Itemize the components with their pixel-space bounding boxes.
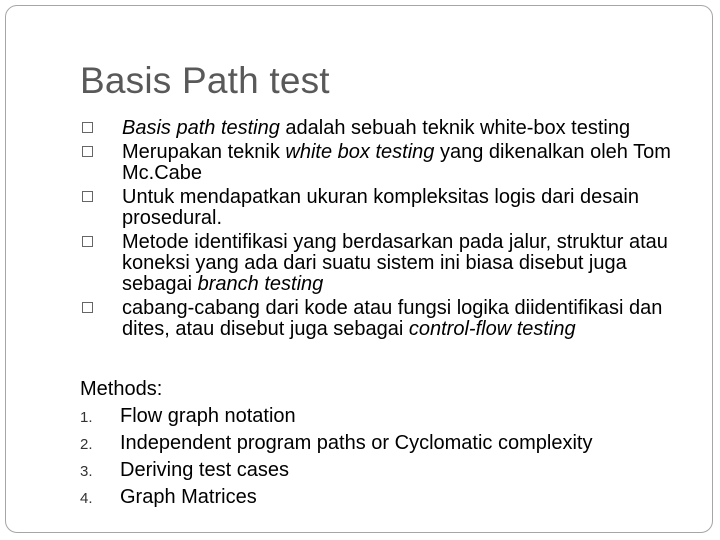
methods-list — [80, 403, 690, 511]
methods-heading: Methods: — [80, 378, 163, 400]
bullet-box-icon — [82, 146, 93, 157]
method-label: Graph Matrices — [120, 486, 257, 508]
bullet-text-italic: white box testing — [285, 141, 435, 163]
bullet-box-icon — [82, 302, 93, 313]
bullet-text-italic: control-flow testing — [408, 318, 576, 340]
method-item — [80, 403, 690, 430]
bullet-text-italic: Basis path testing — [122, 117, 280, 139]
method-item — [80, 457, 690, 484]
method-number: 1. — [80, 409, 93, 426]
method-number: 2. — [80, 436, 93, 453]
method-number: 3. — [80, 463, 93, 480]
bullet-text: Metode identifikasi yang berdasarkan pada jalur, struktur atau koneksi yang ada dari suatu sistem ini biasa disebut juga sebagai — [122, 231, 668, 295]
bullet-text: Merupakan teknik — [122, 141, 286, 163]
bullet-box-icon — [82, 236, 93, 247]
bullet-item — [80, 298, 690, 340]
methods-section — [80, 376, 690, 511]
bullet-box-icon — [82, 191, 93, 202]
bullet-item — [80, 142, 690, 184]
method-label: Independent program paths or Cyclomatic complexity — [120, 432, 593, 454]
bullet-text: Untuk mendapatkan ukuran kompleksitas logis dari desain prosedural. — [122, 186, 639, 229]
method-label: Flow graph notation — [120, 405, 296, 427]
slide-title: Basis Path test — [80, 60, 330, 101]
bullet-box-icon — [82, 122, 93, 133]
method-number: 4. — [80, 490, 93, 507]
bullet-item — [80, 118, 690, 139]
bullet-text: adalah sebuah teknik white-box testing — [279, 117, 631, 139]
bullet-item — [80, 232, 690, 295]
method-item — [80, 430, 690, 457]
bullet-item — [80, 187, 690, 229]
bullet-text-italic: branch testing — [197, 273, 324, 295]
method-label: Deriving test cases — [120, 459, 289, 481]
bullet-text: yang dikenalkan oleh Tom Mc.Cabe — [122, 141, 671, 184]
method-item — [80, 484, 690, 511]
bullet-list — [80, 118, 690, 343]
bullet-text: cabang-cabang dari kode atau fungsi logika diidentifikasi dan dites, atau disebut juga sebagai — [122, 297, 663, 340]
